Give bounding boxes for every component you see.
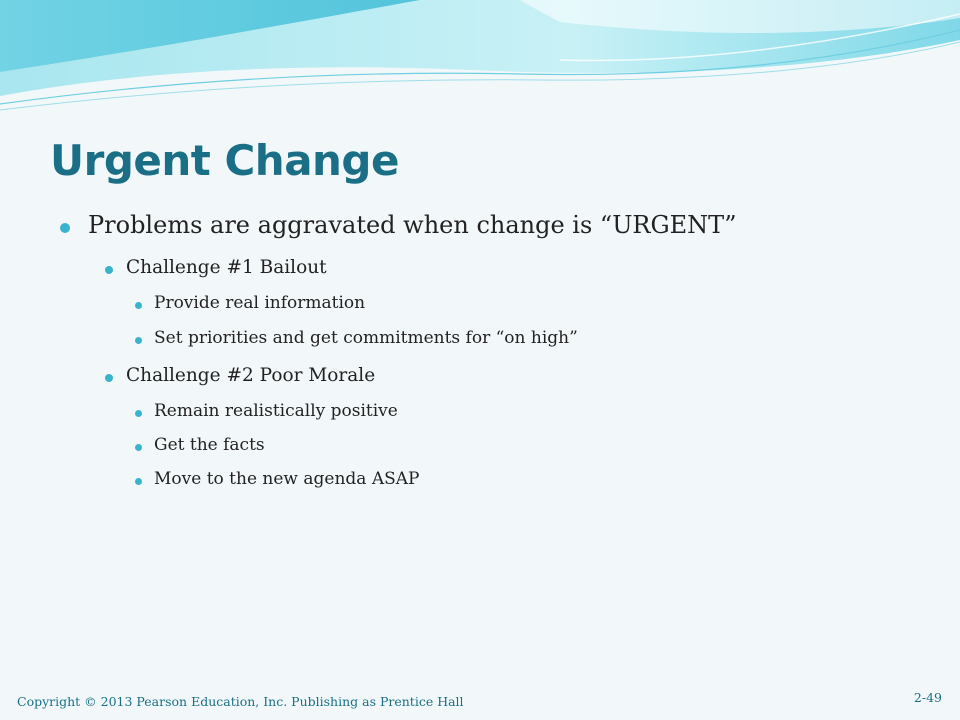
bullet-dot-icon	[105, 266, 113, 274]
bullet-level1: Problems are aggravated when change is “URGENT”	[88, 211, 737, 239]
copyright-footer: Copyright © 2013 Pearson Education, Inc. Publishing as Prentice Hall	[17, 694, 464, 709]
bullet-level3: Provide real information	[154, 293, 366, 313]
bullet-dot-icon	[135, 337, 142, 344]
bullet-dot-icon	[135, 444, 142, 451]
bullet-level2: Challenge #2 Poor Morale	[126, 365, 376, 386]
bullet-dot-icon	[135, 410, 142, 417]
bullet-level3: Move to the new agenda ASAP	[154, 469, 420, 489]
bullet-dot-icon	[135, 302, 142, 309]
page-number: 2-49	[913, 690, 942, 705]
slide-title: Urgent Change	[50, 136, 399, 185]
bullet-dot-icon	[60, 223, 70, 233]
bullet-level3: Set priorities and get commitments for “on high”	[154, 328, 578, 348]
bullet-level3: Remain realistically positive	[154, 401, 398, 421]
bullet-dot-icon	[105, 374, 113, 382]
bullet-dot-icon	[135, 478, 142, 485]
bullet-level2: Challenge #1 Bailout	[126, 257, 327, 278]
bullet-level3: Get the facts	[154, 435, 265, 455]
